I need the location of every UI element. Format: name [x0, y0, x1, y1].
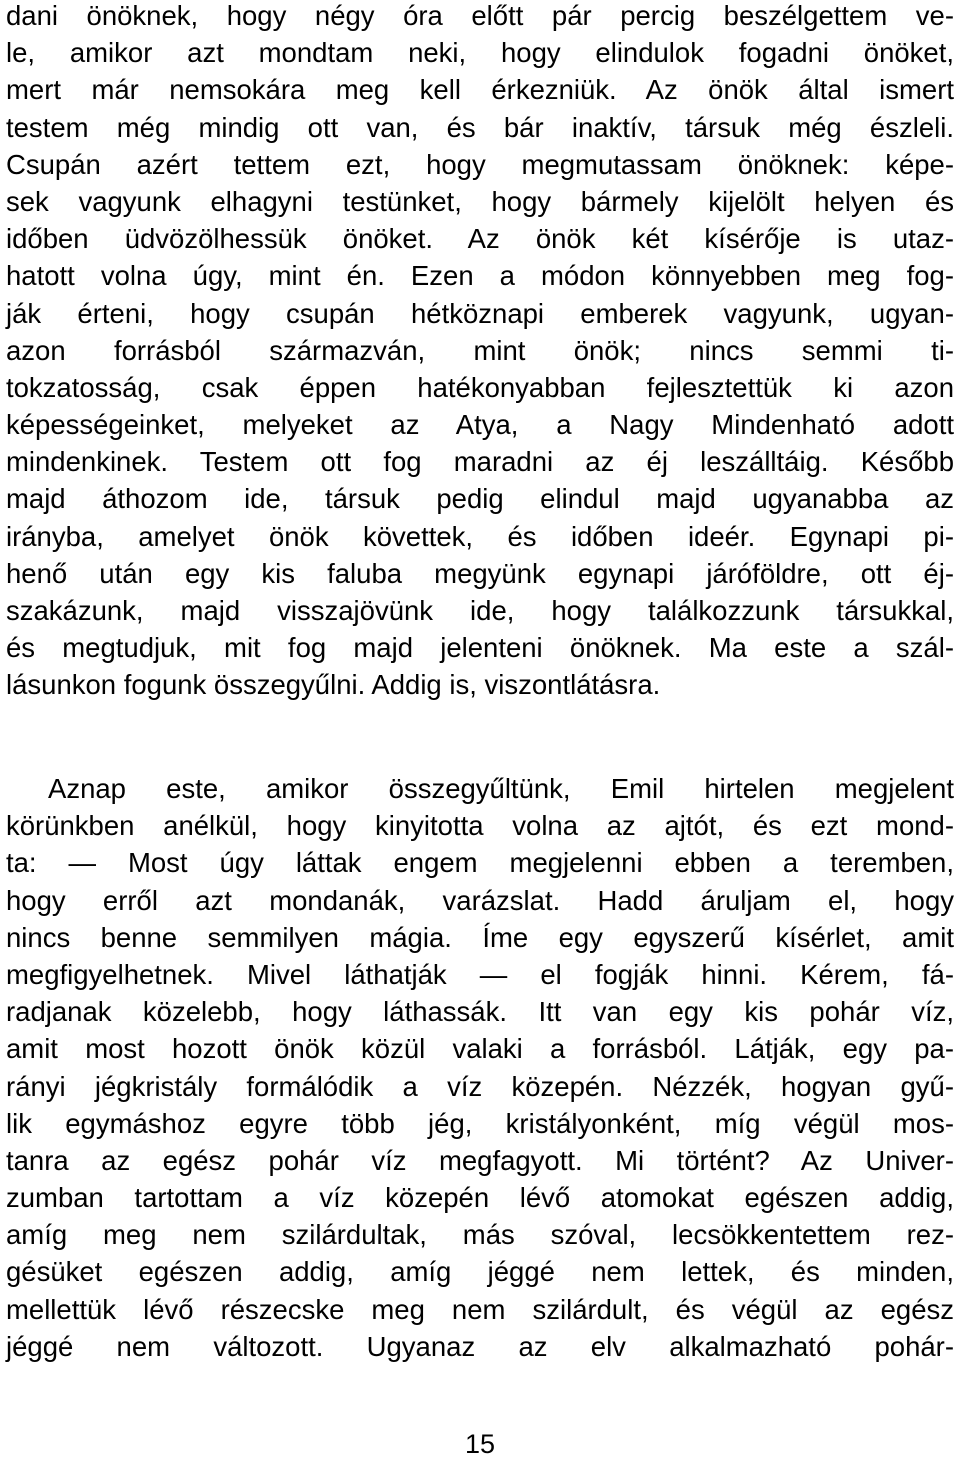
text-line: ják érteni, hogy csupán hétköznapi emberek vagyunk, ugyan- — [6, 297, 954, 329]
text-line: hogy erről azt mondanák, varázslat. Hadd áruljam el, hogy — [6, 884, 954, 916]
text-line: radjanak közelebb, hogy láthassák. Itt van egy kis pohár víz, — [6, 996, 954, 1028]
text-line: megfigyelhetnek. Mivel láthatják — el fogják hinni. Kérem, fá- — [6, 958, 954, 990]
text-line: szakázunk, majd visszajövünk ide, hogy találkozzunk társukkal, — [6, 595, 954, 626]
text-line: majd áthozom ide, társuk pedig elindul majd ugyanabba az — [6, 483, 954, 515]
text-line: le, amikor azt mondtam neki, hogy elindulok fogadni önöket, — [6, 37, 954, 69]
text-line: amit most hozott önök közül valaki a forrásból. Látják, egy pa- — [6, 1033, 954, 1065]
text-line: Csupán azért tettem ezt, hogy megmutassam önöknek: képe- — [6, 148, 954, 180]
text-line: mellettük lévő részecske meg nem szilárdult, és végül az egész — [6, 1293, 954, 1325]
text-line: irányba, amelyet önök követtek, és időben ideér. Egynapi pi- — [6, 520, 954, 552]
text-line: henő után egy kis faluba megyünk egynapi járóföldre, ott éj- — [6, 557, 954, 589]
text-line: sek vagyunk elhagyni testünket, hogy bármely kijelölt helyen és — [6, 185, 954, 217]
paragraph-1 — [6, 0, 954, 704]
text-line: jéggé nem változott. Ugyanaz az elv alkalmazható pohár- — [6, 1330, 954, 1362]
paragraph-2 — [6, 770, 954, 1365]
text-line: tanra az egész pohár víz megfagyott. Mi történt? Az Univer- — [6, 1144, 954, 1176]
text-line — [6, 770, 954, 807]
text-line: gésüket egészen addig, amíg jéggé nem lettek, és minden, — [6, 1256, 954, 1288]
text-line: mindenkinek. Testem ott fog maradni az éj leszálltáig. Később — [6, 446, 954, 478]
text-line: időben üdvözölhessük önöket. Az önök két kísérője is utaz- — [6, 223, 954, 255]
text-line: képességeinket, melyeket az Atya, a Nagy Mindenható adott — [6, 409, 954, 441]
text-line: mert már nemsokára meg kell érkezniük. Az önök által ismert — [6, 74, 954, 106]
text-line: azon forrásból származván, mint önök; nincs semmi ti- — [6, 334, 954, 366]
text-line-content: Aznap este, amikor összegyűltünk, Emil hirtelen megjelent — [48, 773, 954, 804]
text-line: ta: — Most úgy láttak engem megjelenni ebben a teremben, — [6, 847, 954, 879]
page-number: 15 — [464, 1429, 496, 1459]
text-line: zumban tartottam a víz közepén lévő atomokat egészen addig, — [6, 1182, 954, 1214]
text-line: testem még mindig ott van, és bár inaktív, társuk még észleli. — [6, 111, 954, 143]
text-line: hatott volna úgy, mint én. Ezen a módon könnyebben meg fog- — [6, 260, 954, 292]
text-line: lik egymáshoz egyre több jég, kristályonként, míg végül mos- — [6, 1107, 954, 1139]
text-line: lásunkon fogunk összegyűlni. Addig is, viszontlátásra. — [6, 669, 661, 701]
text-line: körünkben anélkül, hogy kinyitotta volna az ajtót, és ezt mond- — [6, 810, 954, 842]
text-line: és megtudjuk, mit fog majd jelenteni önöknek. Ma este a szál- — [6, 632, 954, 664]
text-line: dani önöknek, hogy négy óra előtt pár percig beszélgettem ve- — [6, 0, 954, 31]
text-line: tokzatosság, csak éppen hatékonyabban fejlesztettük ki azon — [6, 371, 954, 403]
text-line: amíg meg nem szilárdultak, más szóval, lecsökkentettem rez- — [6, 1219, 954, 1251]
text-line: nincs benne semmilyen mágia. Íme egy egyszerű kísérlet, amit — [6, 921, 954, 953]
text-line: rányi jégkristály formálódik a víz közepén. Nézzék, hogyan gyű- — [6, 1070, 954, 1102]
